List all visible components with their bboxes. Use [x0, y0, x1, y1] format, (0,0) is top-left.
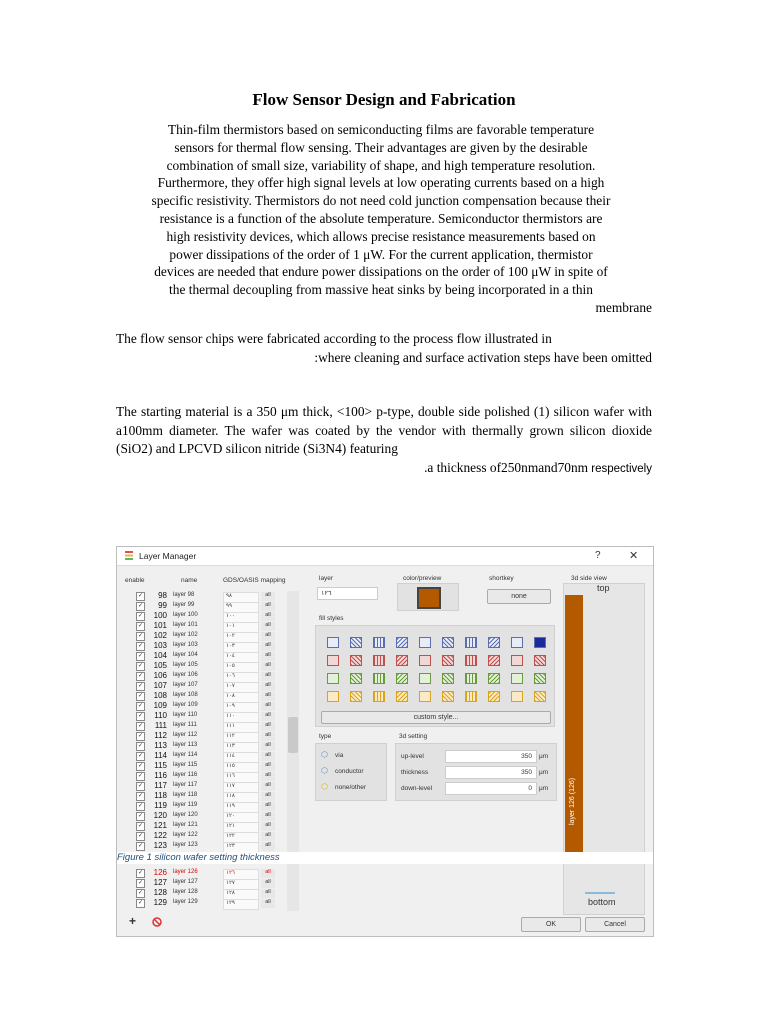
type-conductor-label: conductor — [335, 768, 364, 775]
layer-manager-screenshot — [116, 546, 654, 937]
fill-style-swatch[interactable] — [511, 637, 523, 648]
layer-row[interactable] — [117, 731, 307, 741]
enable-checkbox[interactable]: ✓ — [137, 880, 144, 886]
layer-row[interactable] — [117, 831, 307, 841]
thermistor-text-line: combination of small size, variability of shape, and high temperature resolution. — [166, 157, 596, 173]
cancel-button[interactable]: Cancel — [585, 917, 645, 932]
layer-row[interactable] — [117, 868, 307, 878]
layer-name[interactable]: layer 98 — [173, 592, 195, 598]
3d-side-view-label: 3d side view — [571, 575, 607, 582]
fill-style-swatch[interactable] — [396, 673, 408, 684]
fill-style-swatch[interactable] — [465, 637, 477, 648]
layer-row[interactable] — [117, 761, 307, 771]
layer-row[interactable] — [117, 701, 307, 711]
layer-name[interactable]: layer 100 — [173, 612, 198, 618]
layer-row[interactable] — [117, 888, 307, 898]
fill-style-swatch[interactable] — [511, 655, 523, 666]
layer-name[interactable]: layer 108 — [173, 692, 198, 698]
document-title: Flow Sensor Design and Fabrication — [252, 90, 516, 109]
view-bottom-label: bottom — [588, 897, 616, 907]
gds-mapping-field[interactable]: ١٠٢ — [223, 632, 259, 643]
layer-row[interactable] — [117, 621, 307, 631]
layer-name[interactable]: layer 117 — [173, 782, 198, 788]
thermistor-text-line: devices are needed that endure power dissipations on the order of 100 μW in spite of — [154, 264, 608, 280]
gds-mapping-field[interactable]: ١٢٣ — [223, 842, 259, 853]
gds-mapping-field[interactable]: ١٠٣ — [223, 642, 259, 653]
layer-number: 102 — [153, 631, 167, 640]
gds-mapping-field[interactable]: ١١٤ — [223, 752, 259, 763]
mapping-mode[interactable]: all — [261, 822, 275, 831]
fill-style-swatch[interactable] — [350, 637, 362, 648]
layer-name[interactable]: layer 128 — [173, 889, 198, 895]
enable-checkbox[interactable]: ✓ — [137, 803, 144, 809]
scrollbar-thumb[interactable] — [288, 717, 298, 753]
gds-mapping-field[interactable]: ١١٠ — [223, 712, 259, 723]
enable-checkbox[interactable]: ✓ — [137, 743, 144, 749]
mapping-mode[interactable]: all — [261, 802, 275, 811]
fill-style-swatch[interactable] — [488, 691, 500, 702]
layer-3d-bar-label: layer 126 (126) — [569, 777, 576, 825]
fill-style-swatch[interactable] — [534, 655, 546, 666]
gds-mapping-field[interactable]: ١٠٨ — [223, 692, 259, 703]
mapping-mode[interactable]: all — [261, 632, 275, 641]
enable-checkbox[interactable]: ✓ — [137, 693, 144, 699]
enable-checkbox[interactable]: ✓ — [137, 593, 144, 599]
layer-number: 104 — [153, 651, 167, 660]
mapping-mode[interactable]: all — [261, 899, 275, 908]
mapping-mode[interactable]: all — [261, 622, 275, 631]
gds-mapping-field[interactable]: ١٢١ — [223, 822, 259, 833]
layer-number: 108 — [153, 691, 167, 700]
thermistor-text-line: specific resistivity. Thermistors do not need cold junction compensation because their — [151, 193, 611, 209]
mapping-mode[interactable]: all — [261, 842, 275, 851]
layer-number: 127 — [153, 878, 167, 887]
layer-name[interactable]: layer 101 — [173, 622, 198, 628]
col-enable-header: enable — [125, 577, 145, 584]
type-via-label: via — [335, 752, 344, 759]
layer-number: 117 — [154, 781, 167, 790]
gds-mapping-field[interactable]: ١١٢ — [223, 732, 259, 743]
layer-number: 126 — [153, 868, 167, 877]
mapping-mode[interactable]: all — [261, 662, 275, 671]
layer-number: 99 — [158, 601, 167, 610]
thermistor-text-line: sensors for thermal flow sensing. Their advantages are given by the desirable — [174, 139, 588, 155]
mapping-mode[interactable]: all — [261, 602, 275, 611]
layer-number: 112 — [154, 731, 167, 740]
layer-name[interactable]: layer 102 — [173, 632, 198, 638]
paragraph-process-flow — [116, 330, 652, 367]
fill-style-swatch[interactable] — [373, 673, 385, 684]
layer-name[interactable]: layer 121 — [173, 822, 198, 828]
layer-number: 101 — [153, 621, 167, 630]
gds-mapping-field[interactable]: ١٢٦ — [223, 869, 259, 880]
gds-mapping-field[interactable]: ١١٥ — [223, 762, 259, 773]
fill-style-swatch[interactable] — [534, 673, 546, 684]
layer-name[interactable]: layer 127 — [173, 879, 198, 885]
thermistor-text-line: resistance is a function of the absolute temperature. Semiconductor thermistors are — [159, 210, 603, 226]
enable-checkbox[interactable]: ✓ — [137, 890, 144, 896]
layer-name[interactable]: layer 118 — [173, 792, 198, 798]
layer-row[interactable] — [117, 601, 307, 611]
fill-style-swatch[interactable] — [465, 655, 477, 666]
mapping-mode[interactable]: all — [261, 879, 275, 888]
thermistor-text-line: Furthermore, they offer high signal levels at low operating currents based on a high — [157, 175, 605, 191]
layer-row[interactable] — [117, 878, 307, 888]
enable-checkbox[interactable]: ✓ — [137, 683, 144, 689]
layer-row[interactable] — [117, 771, 307, 781]
3d-setting-label: 3d setting — [399, 733, 428, 740]
color-swatch[interactable] — [417, 587, 441, 609]
mapping-mode[interactable]: all — [261, 762, 275, 771]
layer-number: 115 — [154, 761, 167, 770]
layer-row[interactable] — [117, 801, 307, 811]
process-flow-line-1: The flow sensor chips were fabricated according to the process flow illustrated in — [116, 331, 552, 346]
gds-mapping-field[interactable]: ١١٧ — [223, 782, 259, 793]
gds-mapping-field[interactable]: ١٠٤ — [223, 652, 259, 663]
thermistor-text-line: power dissipations of the order of 1 μW. For the current application, thermistor — [169, 246, 593, 262]
mapping-mode[interactable]: all — [261, 672, 275, 681]
layer-number: 113 — [154, 741, 167, 750]
fill-style-swatch[interactable] — [396, 637, 408, 648]
enable-checkbox[interactable]: ✓ — [137, 703, 144, 709]
custom-style-button[interactable]: custom style... — [321, 711, 551, 724]
layer-row[interactable] — [117, 671, 307, 681]
layer-number: 118 — [154, 791, 167, 800]
layer-row[interactable] — [117, 651, 307, 661]
mapping-mode[interactable]: all — [261, 742, 275, 751]
starting-material-last-line — [116, 459, 652, 479]
mapping-mode[interactable]: all — [261, 869, 275, 878]
process-flow-line-2: :where cleaning and surface activation steps have been omitted — [314, 349, 652, 365]
window-title: Layer Manager — [139, 551, 197, 561]
via-radio-icon[interactable]: ⬡ — [321, 750, 328, 759]
fill-style-swatch[interactable] — [419, 655, 431, 666]
enable-checkbox[interactable]: ✓ — [137, 793, 144, 799]
fill-style-swatch[interactable] — [465, 691, 477, 702]
mapping-mode[interactable]: all — [261, 889, 275, 898]
layer-name[interactable]: layer 113 — [173, 742, 198, 748]
up-level-label: up-level — [401, 753, 424, 760]
col-gds-header: GDS/OASIS mapping — [223, 577, 286, 584]
add-layer-button[interactable]: + — [129, 914, 137, 928]
figure-caption-text: Figure 1 silicon wafer setting thickness — [117, 852, 280, 863]
layer-row[interactable] — [117, 611, 307, 621]
fill-style-swatch[interactable] — [327, 691, 339, 702]
fill-style-swatch[interactable] — [534, 691, 546, 702]
respectively-text: respectively — [588, 462, 652, 475]
enable-checkbox[interactable]: ✓ — [137, 813, 144, 819]
layer-row[interactable] — [117, 661, 307, 671]
gds-mapping-field[interactable]: ١١٩ — [223, 802, 259, 813]
layer-name[interactable]: layer 107 — [173, 682, 198, 688]
thermistor-text-line: the thermal decoupling from massive heat sinks by being incorporated in a thin — [169, 282, 593, 298]
mapping-mode[interactable]: all — [261, 832, 275, 841]
fill-style-swatch[interactable] — [488, 637, 500, 648]
layer-number: 106 — [153, 671, 167, 680]
layer-number-field[interactable]: ١٢٦ — [317, 587, 378, 600]
enable-checkbox[interactable]: ✓ — [137, 713, 144, 719]
layer-name[interactable]: layer 111 — [173, 722, 197, 728]
enable-checkbox[interactable]: ✓ — [137, 653, 144, 659]
fill-style-swatch[interactable] — [511, 691, 523, 702]
gds-mapping-field[interactable]: ١٠٦ — [223, 672, 259, 683]
thermistor-text-line: Thin-film thermistors based on semiconducting films are favorable temperature — [167, 122, 595, 137]
mapping-mode[interactable]: all — [261, 652, 275, 661]
mapping-mode[interactable]: all — [261, 692, 275, 701]
fill-style-swatch[interactable] — [488, 673, 500, 684]
layer-row[interactable] — [117, 631, 307, 641]
figure-caption — [117, 852, 653, 864]
layer-name[interactable]: layer 110 — [173, 712, 198, 718]
fill-style-swatch[interactable] — [373, 655, 385, 666]
mapping-mode[interactable]: all — [261, 772, 275, 781]
fill-style-swatch[interactable] — [327, 637, 339, 648]
help-button[interactable]: ? — [595, 550, 601, 561]
color-preview-label: color/preview — [403, 575, 442, 582]
gds-mapping-field[interactable]: ٩٩ — [223, 602, 259, 613]
layer-number: 105 — [153, 661, 167, 670]
gds-mapping-field[interactable]: ١٠٠ — [223, 612, 259, 623]
thickness-field[interactable]: 350 — [445, 766, 537, 779]
layer-number: 116 — [154, 771, 167, 780]
mapping-mode[interactable]: all — [261, 642, 275, 651]
layer-row[interactable] — [117, 591, 307, 601]
fill-style-swatch[interactable] — [511, 673, 523, 684]
enable-checkbox[interactable]: ✓ — [137, 603, 144, 609]
thickness-label: thickness — [401, 769, 429, 776]
layer-number: 110 — [154, 711, 167, 720]
layer-name[interactable]: layer 129 — [173, 899, 198, 905]
enable-checkbox[interactable]: ✓ — [137, 753, 144, 759]
up-level-field[interactable]: 350 — [445, 750, 537, 763]
layer-row[interactable] — [117, 751, 307, 761]
layer-name[interactable]: layer 126 — [173, 869, 198, 875]
layer-number: 111 — [154, 721, 167, 730]
enable-checkbox[interactable]: ✓ — [137, 783, 144, 789]
enable-checkbox[interactable]: ✓ — [137, 663, 144, 669]
shortkey-button[interactable]: none — [487, 589, 551, 604]
mapping-mode[interactable]: all — [261, 702, 275, 711]
layer-name[interactable]: layer 103 — [173, 642, 198, 648]
col-name-header: name — [181, 577, 198, 584]
conductor-radio-icon[interactable]: ⬡ — [321, 766, 328, 775]
fill-style-swatch[interactable] — [442, 637, 454, 648]
enable-checkbox[interactable]: ✓ — [137, 673, 144, 679]
type-none-label: none/other — [335, 784, 367, 791]
gds-mapping-field[interactable]: ١٢٢ — [223, 832, 259, 843]
enable-checkbox[interactable]: ✓ — [137, 723, 144, 729]
paragraph-starting-material — [116, 403, 652, 478]
layer-name[interactable]: layer 120 — [173, 812, 198, 818]
fill-style-swatch[interactable] — [465, 673, 477, 684]
thickness-unit: μm — [539, 769, 549, 776]
layer-number: 129 — [153, 898, 167, 907]
fill-style-swatch[interactable] — [373, 691, 385, 702]
fill-style-swatch[interactable] — [419, 691, 431, 702]
layer-name[interactable]: layer 115 — [173, 762, 198, 768]
layer-name[interactable]: layer 99 — [173, 602, 195, 608]
layer-row[interactable] — [117, 711, 307, 721]
fill-style-swatch[interactable] — [488, 655, 500, 666]
layer-number: 100 — [153, 611, 167, 620]
layer-number: 103 — [153, 641, 167, 650]
layer-row[interactable] — [117, 781, 307, 791]
mapping-mode[interactable]: all — [261, 682, 275, 691]
enable-checkbox[interactable]: ✓ — [137, 870, 144, 876]
layer-number: 109 — [153, 701, 167, 710]
layer-name[interactable]: layer 116 — [173, 772, 198, 778]
layer-row[interactable] — [117, 898, 307, 908]
fill-style-swatch[interactable] — [442, 673, 454, 684]
fill-style-swatch[interactable] — [396, 655, 408, 666]
layer-name[interactable]: layer 104 — [173, 652, 198, 658]
gds-mapping-field[interactable]: ١٠٩ — [223, 702, 259, 713]
up-level-unit: μm — [539, 753, 549, 760]
layer-row[interactable] — [117, 811, 307, 821]
gds-mapping-field[interactable]: ١٢٩ — [223, 899, 259, 910]
paragraph-thermistors — [110, 121, 652, 317]
gds-mapping-field[interactable]: ١١٨ — [223, 792, 259, 803]
layer-name[interactable]: layer 112 — [173, 732, 198, 738]
enable-checkbox[interactable]: ✓ — [137, 773, 144, 779]
down-level-label: down-level — [401, 785, 433, 792]
delete-layer-icon[interactable] — [151, 916, 163, 928]
enable-checkbox[interactable]: ✓ — [137, 733, 144, 739]
mapping-mode[interactable]: all — [261, 712, 275, 721]
layer-number: 128 — [153, 888, 167, 897]
layer-row[interactable] — [117, 821, 307, 831]
app-logo-icon — [125, 551, 133, 560]
ok-button[interactable]: OK — [521, 917, 581, 932]
layer-row[interactable] — [117, 681, 307, 691]
fill-style-swatch[interactable] — [419, 673, 431, 684]
enable-checkbox[interactable]: ✓ — [137, 623, 144, 629]
enable-checkbox[interactable]: ✓ — [137, 833, 144, 839]
thickness-text: .a thickness of250nmand70nm — [424, 459, 589, 475]
layer-name[interactable]: layer 123 — [173, 842, 198, 848]
close-button[interactable]: ✕ — [629, 550, 639, 562]
mapping-mode[interactable]: all — [261, 612, 275, 621]
type-label: type — [319, 733, 332, 740]
mapping-mode[interactable]: all — [261, 752, 275, 761]
mapping-mode[interactable]: all — [261, 592, 275, 601]
fill-styles-label: fill styles — [319, 615, 344, 622]
layer-name[interactable]: layer 106 — [173, 672, 198, 678]
enable-checkbox[interactable]: ✓ — [137, 633, 144, 639]
fill-style-swatch[interactable] — [534, 637, 546, 648]
gds-mapping-field[interactable]: ١١٦ — [223, 772, 259, 783]
mapping-mode[interactable]: all — [261, 722, 275, 731]
layer-name[interactable]: layer 114 — [173, 752, 198, 758]
layer-number: 121 — [153, 821, 167, 830]
gds-mapping-field[interactable]: ١١١ — [223, 722, 259, 733]
bottom-marker — [585, 892, 615, 894]
shortkey-label: shortkey — [489, 575, 514, 582]
enable-checkbox[interactable]: ✓ — [137, 823, 144, 829]
gds-mapping-field[interactable]: ١١٣ — [223, 742, 259, 753]
starting-material-body: The starting material is a 350 μm thick, <100> p-type, double side polished (1) silicon wafer with a100mm diameter. The wafer was coated by the vendor with thermally grown silicon dioxide (SiO2) and LPCVD silicon nitride (Si3N4) featuring — [116, 404, 652, 456]
layer-number: 98 — [158, 591, 167, 600]
gds-mapping-field[interactable]: ١٢٧ — [223, 879, 259, 890]
fill-style-swatch[interactable] — [419, 637, 431, 648]
window-titlebar — [117, 547, 653, 566]
layer-number: 119 — [154, 801, 167, 810]
fill-style-swatch[interactable] — [442, 655, 454, 666]
fill-style-swatch[interactable] — [350, 655, 362, 666]
layer-row[interactable] — [117, 791, 307, 801]
down-level-field[interactable]: 0 — [445, 782, 537, 795]
layer-row[interactable] — [117, 691, 307, 701]
none-radio-icon[interactable]: ⬡ — [321, 782, 328, 791]
layer-number: 122 — [153, 831, 167, 840]
enable-checkbox[interactable]: ✓ — [137, 643, 144, 649]
view-top-label: top — [597, 583, 610, 593]
fill-style-swatch[interactable] — [350, 673, 362, 684]
layer-row[interactable] — [117, 741, 307, 751]
layer-3d-bar — [565, 595, 583, 855]
layer-name[interactable]: layer 119 — [173, 802, 198, 808]
layer-row[interactable] — [117, 841, 307, 851]
gds-mapping-field[interactable]: ٩٨ — [223, 592, 259, 603]
fill-style-swatch[interactable] — [442, 691, 454, 702]
gds-mapping-field[interactable]: ١٠٥ — [223, 662, 259, 673]
layer-row[interactable] — [117, 721, 307, 731]
fill-style-swatch[interactable] — [327, 655, 339, 666]
enable-checkbox[interactable]: ✓ — [137, 843, 144, 849]
layer-label: layer — [319, 575, 334, 582]
fill-style-swatch[interactable] — [373, 637, 385, 648]
layer-row[interactable] — [117, 641, 307, 651]
fill-style-swatch[interactable] — [327, 673, 339, 684]
layer-number: 120 — [153, 811, 167, 820]
enable-checkbox[interactable]: ✓ — [137, 900, 144, 906]
layer-number: 107 — [153, 681, 167, 690]
enable-checkbox[interactable]: ✓ — [137, 613, 144, 619]
thermistor-text-line: membrane — [595, 299, 652, 315]
layer-number: 123 — [153, 841, 167, 850]
layer-name[interactable]: layer 105 — [173, 662, 198, 668]
thermistor-text-line: high resistivity devices, which allows precise resistance measurements based on — [166, 228, 596, 244]
down-level-unit: μm — [539, 785, 549, 792]
layer-name[interactable]: layer 122 — [173, 832, 198, 838]
mapping-mode[interactable]: all — [261, 792, 275, 801]
gds-mapping-field[interactable]: ١٠١ — [223, 622, 259, 633]
fill-style-swatch[interactable] — [350, 691, 362, 702]
mapping-mode[interactable]: all — [261, 732, 275, 741]
enable-checkbox[interactable]: ✓ — [137, 763, 144, 769]
gds-mapping-field[interactable]: ١٠٧ — [223, 682, 259, 693]
mapping-mode[interactable]: all — [261, 812, 275, 821]
gds-mapping-field[interactable]: ١٢٨ — [223, 889, 259, 900]
layer-number: 114 — [154, 751, 167, 760]
gds-mapping-field[interactable]: ١٢٠ — [223, 812, 259, 823]
fill-style-swatch[interactable] — [396, 691, 408, 702]
layer-name[interactable]: layer 109 — [173, 702, 198, 708]
mapping-mode[interactable]: all — [261, 782, 275, 791]
